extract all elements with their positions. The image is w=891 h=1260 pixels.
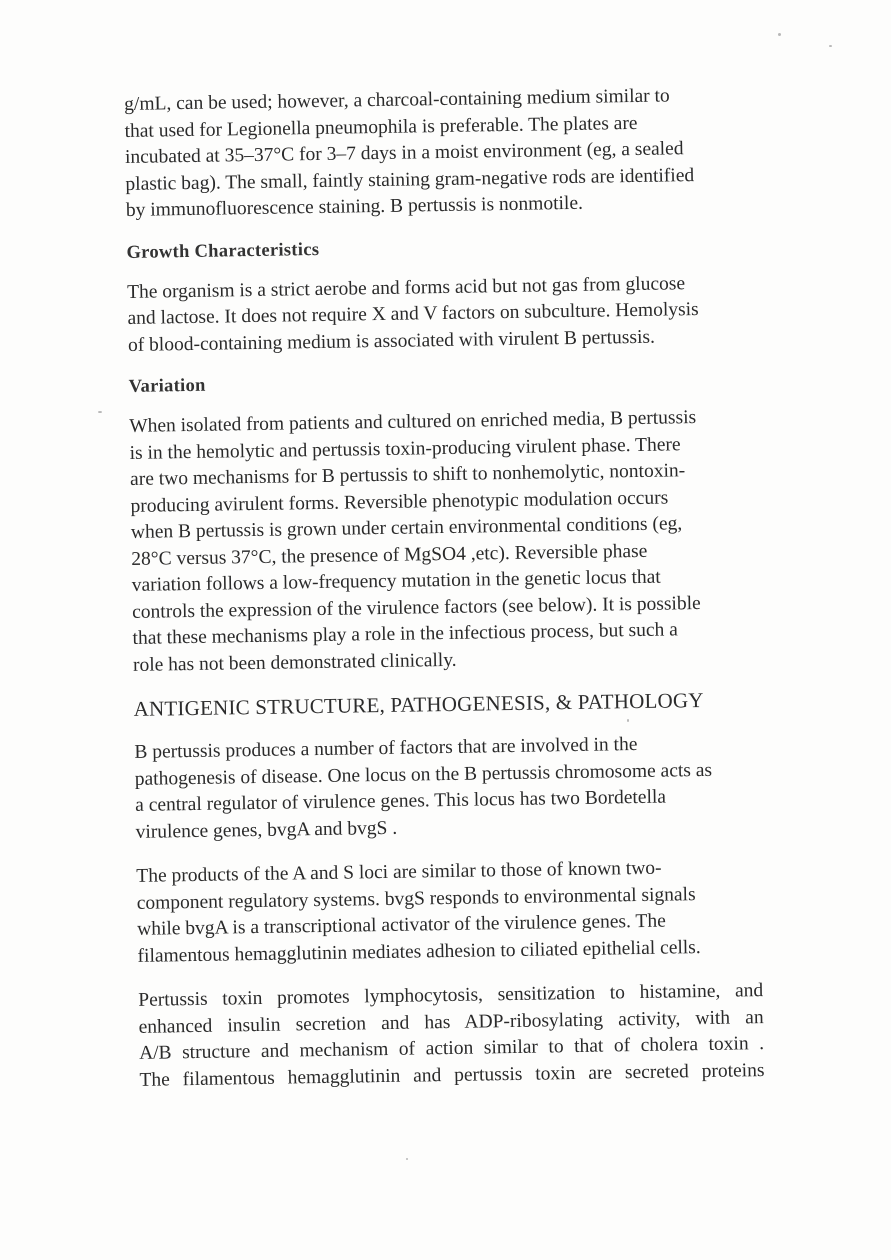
- text-line: of blood-containing medium is associated with virulent B pertussis.: [127, 326, 656, 356]
- text-line: The products of the A and S loci are similar to those of known two-: [136, 857, 662, 887]
- variation-heading: Variation: [128, 375, 206, 397]
- antigenic-paragraph-2: [136, 854, 763, 970]
- text-line: The filamentous hemagglutinin and pertussis toxin are secreted proteins: [139, 1059, 765, 1091]
- text-line: B pertussis produces a number of factors that are involved in the: [134, 734, 638, 763]
- antigenic-heading: ANTIGENIC STRUCTURE, PATHOGENESIS, & PATHOLOGY: [133, 687, 704, 721]
- text-line: by immunofluorescence staining. B pertussis is nonmotile.: [125, 192, 584, 221]
- text-line: pathogenesis of disease. One locus on the B pertussis chromosome acts as: [134, 759, 713, 790]
- text-line: incubated at 35–37°C for 3–7 days in a moist environment (eg, a sealed: [124, 138, 684, 168]
- text-line: that these mechanisms play a role in the infectious process, but such a: [132, 619, 678, 649]
- growth-heading: Growth Characteristics: [126, 239, 320, 263]
- text-line: is in the hemolytic and pertussis toxin-producing virulent phase. There: [129, 433, 681, 464]
- text-line: enhanced insulin secretion and has ADP-ribosylating activity, with an: [138, 1006, 764, 1038]
- antigenic-paragraph-1: [134, 730, 761, 846]
- text-line: The organism is a strict aerobe and forms acid but not gas from glucose: [126, 272, 686, 303]
- text-line: and lactose. It does not require X and V factors on subculture. Hemolysis: [127, 299, 699, 329]
- document-body: [124, 82, 765, 1112]
- text-line: A/B structure and mechanism of action similar to that of cholera toxin .: [138, 1033, 765, 1064]
- text-line: while bvgA is a transcriptional activator of the virulence genes. The: [136, 910, 666, 940]
- scan-speck: [406, 1158, 408, 1160]
- intro-paragraph: [124, 82, 751, 224]
- text-line: 28°C versus 37°C, the presence of MgSO4 ,etc). Reversible phase: [131, 540, 648, 570]
- scan-speck: [98, 411, 102, 413]
- text-line: When isolated from patients and cultured on enriched media, B pertussis: [129, 407, 697, 437]
- growth-paragraph: [127, 270, 753, 359]
- text-line: role has not been demonstrated clinically.: [132, 649, 457, 676]
- text-line: Pertussis toxin promotes lymphocytosis, sensitization to histamine, and: [138, 980, 764, 1011]
- variation-paragraph: [129, 404, 758, 679]
- text-line: a central regulator of virulence genes. This locus has two Bordetella: [135, 786, 667, 816]
- text-line: plastic bag). The small, faintly staining gram-negative rods are identified: [125, 164, 695, 195]
- text-line: g/mL, can be used; however, a charcoal-containing medium similar to: [124, 85, 670, 115]
- text-line: filamentous hemagglutinin mediates adhesion to ciliated epithelial cells.: [137, 936, 701, 967]
- text-line: component regulatory systems. bvgS responds to environmental signals: [136, 883, 696, 914]
- text-line: that used for Legionella pneumophila is preferable. The plates are: [124, 112, 638, 142]
- text-line: controls the expression of the virulence factors (see below). It is possible: [132, 592, 701, 623]
- scan-speck: [778, 33, 781, 36]
- text-line: are two mechanisms for B pertussis to shift to nonhemolytic, nontoxin-: [129, 460, 686, 490]
- text-line: when B pertussis is grown under certain environmental conditions (eg,: [130, 513, 683, 543]
- text-line: variation follows a low-frequency mutation in the genetic locus that: [131, 566, 661, 596]
- antigenic-paragraph-3: [138, 978, 765, 1094]
- text-line: producing avirulent forms. Reversible phenotypic modulation occurs: [130, 487, 669, 517]
- scan-speck: [829, 45, 832, 47]
- text-line: virulence genes, bvgA and bvgS .: [135, 817, 398, 843]
